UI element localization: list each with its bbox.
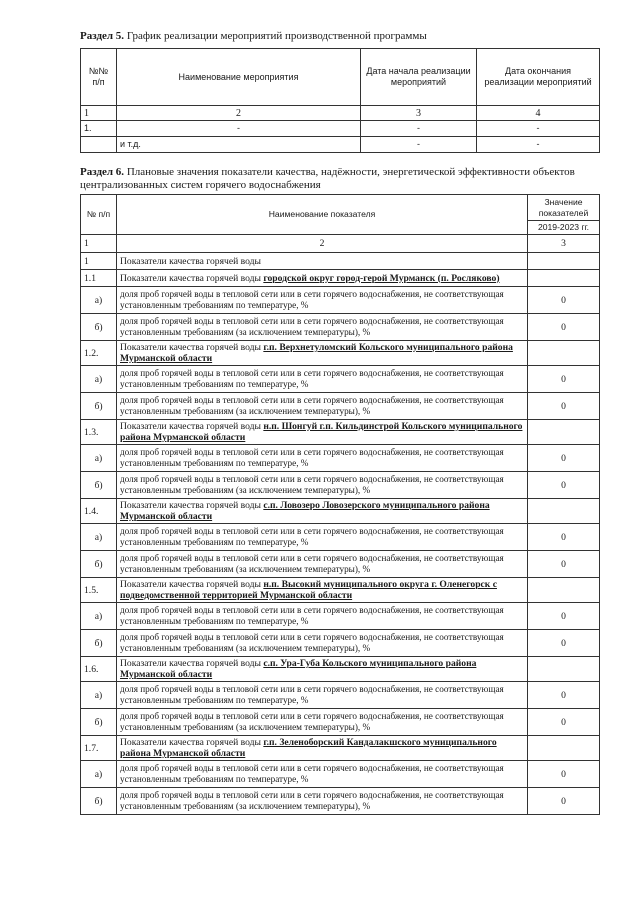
indicator-text: доля проб горячей воды в тепловой сети или в сети горячего водоснабжения, не соответствующая установленным требованиям по температуре, % [117,366,528,393]
indicator-label: а) [81,603,117,630]
indicator-value: 0 [528,366,600,393]
indicator-value: 0 [528,393,600,420]
indicator-text: доля проб горячей воды в тепловой сети или в сети горячего водоснабжения, не соответствующая установленным требованиям (за исключением температуры), % [117,709,528,736]
row-end: - [477,121,600,137]
indicator-text: доля проб горячей воды в тепловой сети или в сети горячего водоснабжения, не соответствующая установленным требованиям (за исключением температуры), % [117,630,528,657]
indicator-value: 0 [528,551,600,578]
indicator-label: а) [81,761,117,788]
indicator-row [81,551,600,578]
row-name: - [117,121,361,137]
indicator-row [81,314,600,341]
group-place: н.п. Шонгуй г.п. Кильдинстрой Кольского муниципального района Мурманской области [120,421,523,443]
indicator-text: доля проб горячей воды в тепловой сети или в сети горячего водоснабжения, не соответствующая установленным требованиям (за исключением температуры), % [117,472,528,499]
group-value [528,499,600,524]
indicator-row [81,788,600,815]
indicator-text: доля проб горячей воды в тепловой сети или в сети горячего водоснабжения, не соответствующая установленным требованиям по температуре, % [117,603,528,630]
indicator-label: б) [81,393,117,420]
indicator-text: доля проб горячей воды в тепловой сети или в сети горячего водоснабжения, не соответствующая установленным требованиям по температуре, % [117,287,528,314]
indicator-value: 0 [528,287,600,314]
section5-title-number: Раздел 5. [80,30,125,42]
group-row [81,499,600,524]
indicator-row [81,709,600,736]
group-value [528,341,600,366]
num-cell: 1 [81,235,117,253]
group-num: 1.2. [81,341,117,366]
indicator-value: 0 [528,709,600,736]
header-name: Наименование мероприятия [117,49,361,106]
group-num: 1.6. [81,657,117,682]
num-cell: 4 [477,106,600,121]
group-place: с.п. Ура-Губа Кольского муниципального района Мурманской области [120,658,477,680]
indicator-row [81,393,600,420]
section6-title-text: Плановые значения показатели качества, надёжности, энергетической эффективности объектов централизованных систем горячего водоснабжения [80,166,575,191]
section6-table [80,194,600,815]
table-header-row [81,49,600,106]
indicator-row [81,524,600,551]
group-value [528,270,600,287]
header-start: Дата начала реализации мероприятий [361,49,477,106]
indicator-row [81,603,600,630]
section5-title [80,30,600,43]
num-cell: 3 [361,106,477,121]
group-place: г.п. Верхнетуломский Кольского муниципального района Мурманской области [120,342,513,364]
indicator-value: 0 [528,682,600,709]
header-name: Наименование показателя [117,195,528,235]
indicator-label: а) [81,366,117,393]
group-place: городской округ город-герой Мурманск (п. Росляково) [263,272,500,284]
header-num: №№ п/п [81,49,117,106]
group-title [117,341,528,366]
indicator-value: 0 [528,524,600,551]
indicator-row [81,472,600,499]
table-header-row [81,195,600,221]
group-prefix: Показатели качества горячей воды [120,579,264,590]
indicator-value: 0 [528,314,600,341]
group-title [117,657,528,682]
group-row [81,736,600,761]
group-value [528,736,600,761]
header-num: № п/п [81,195,117,235]
row-num: 1 [81,253,117,270]
indicator-value: 0 [528,603,600,630]
numbering-row [81,106,600,121]
group-place: г.п. Зеленоборский Кандалакшского муниципального района Мурманской области [120,737,497,759]
indicator-value: 0 [528,630,600,657]
indicator-text: доля проб горячей воды в тепловой сети или в сети горячего водоснабжения, не соответствующая установленным требованиям по температуре, % [117,524,528,551]
indicator-text: доля проб горячей воды в тепловой сети или в сети горячего водоснабжения, не соответствующая установленным требованиям (за исключением температуры), % [117,788,528,815]
table-row [81,121,600,137]
indicator-value: 0 [528,445,600,472]
group-row [81,341,600,366]
indicator-row [81,630,600,657]
indicator-text: доля проб горячей воды в тепловой сети или в сети горячего водоснабжения, не соответствующая установленным требованиям (за исключением температуры), % [117,551,528,578]
group-row [81,420,600,445]
row-value [528,253,600,270]
group-place: с.п. Ловозеро Ловозерского муниципального района Мурманской области [120,500,490,522]
table-row [81,137,600,153]
indicator-text: доля проб горячей воды в тепловой сети или в сети горячего водоснабжения, не соответствующая установленным требованиям по температуре, % [117,761,528,788]
group-num: 1.5. [81,578,117,603]
section5-table [80,48,600,153]
indicator-label: а) [81,524,117,551]
indicator-label: б) [81,709,117,736]
num-cell: 1 [81,106,117,121]
header-end: Дата окончания реализации мероприятий [477,49,600,106]
row-start: - [361,137,477,153]
indicator-label: а) [81,682,117,709]
group-row [81,270,600,287]
group-title [117,499,528,524]
group-value [528,578,600,603]
indicator-row [81,366,600,393]
indicator-value: 0 [528,472,600,499]
numbering-row [81,235,600,253]
indicator-label: а) [81,445,117,472]
indicator-label: б) [81,630,117,657]
indicator-text: доля проб горячей воды в тепловой сети или в сети горячего водоснабжения, не соответствующая установленным требованиям (за исключением температуры), % [117,393,528,420]
group-num: 1.7. [81,736,117,761]
indicator-value: 0 [528,788,600,815]
group-place: н.п. Высокий муниципального округа г. Оленегорск с подведомственной территорией Мурманской области [120,579,497,601]
row-end: - [477,137,600,153]
group-value [528,657,600,682]
group-num: 1.4. [81,499,117,524]
row-num: 1. [81,121,117,137]
indicator-value: 0 [528,761,600,788]
group-num: 1.3. [81,420,117,445]
indicator-row [81,761,600,788]
indicator-text: доля проб горячей воды в тепловой сети или в сети горячего водоснабжения, не соответствующая установленным требованиям (за исключением температуры), % [117,314,528,341]
indicator-row [81,445,600,472]
row-start: - [361,121,477,137]
row-name: Показатели качества горячей воды [117,253,528,270]
indicator-label: б) [81,472,117,499]
group-value [528,420,600,445]
row-name: и т.д. [117,137,361,153]
group-prefix: Показатели качества горячей воды [120,272,264,284]
group-title [117,578,528,603]
header-value: Значение показателей [528,195,600,221]
group-prefix: Показатели качества горячей воды [120,658,264,669]
group-title [117,420,528,445]
num-cell: 2 [117,106,361,121]
group-prefix: Показатели качества горячей воды [120,342,264,353]
indicator-label: б) [81,551,117,578]
row-num [81,137,117,153]
section6-title [80,166,610,192]
indicator-text: доля проб горячей воды в тепловой сети или в сети горячего водоснабжения, не соответствующая установленным требованиям по температуре, % [117,682,528,709]
section6-title-number: Раздел 6. [80,166,125,178]
group-num: 1.1 [81,270,117,287]
group-row [81,578,600,603]
group-prefix: Показатели качества горячей воды [120,421,264,432]
num-cell: 2 [117,235,528,253]
indicator-label: а) [81,287,117,314]
group-title [117,736,528,761]
indicator-label: б) [81,788,117,815]
group-prefix: Показатели качества горячей воды [120,737,264,748]
indicator-row [81,682,600,709]
section5-title-text: График реализации мероприятий производственной программы [124,30,427,42]
indicator-text: доля проб горячей воды в тепловой сети или в сети горячего водоснабжения, не соответствующая установленным требованиям по температуре, % [117,445,528,472]
indicator-label: б) [81,314,117,341]
group-title [117,270,528,287]
group-row [81,657,600,682]
header-period: 2019-2023 гг. [528,221,600,235]
indicator-row [81,287,600,314]
table-row [81,253,600,270]
num-cell: 3 [528,235,600,253]
group-prefix: Показатели качества горячей воды [120,500,264,511]
